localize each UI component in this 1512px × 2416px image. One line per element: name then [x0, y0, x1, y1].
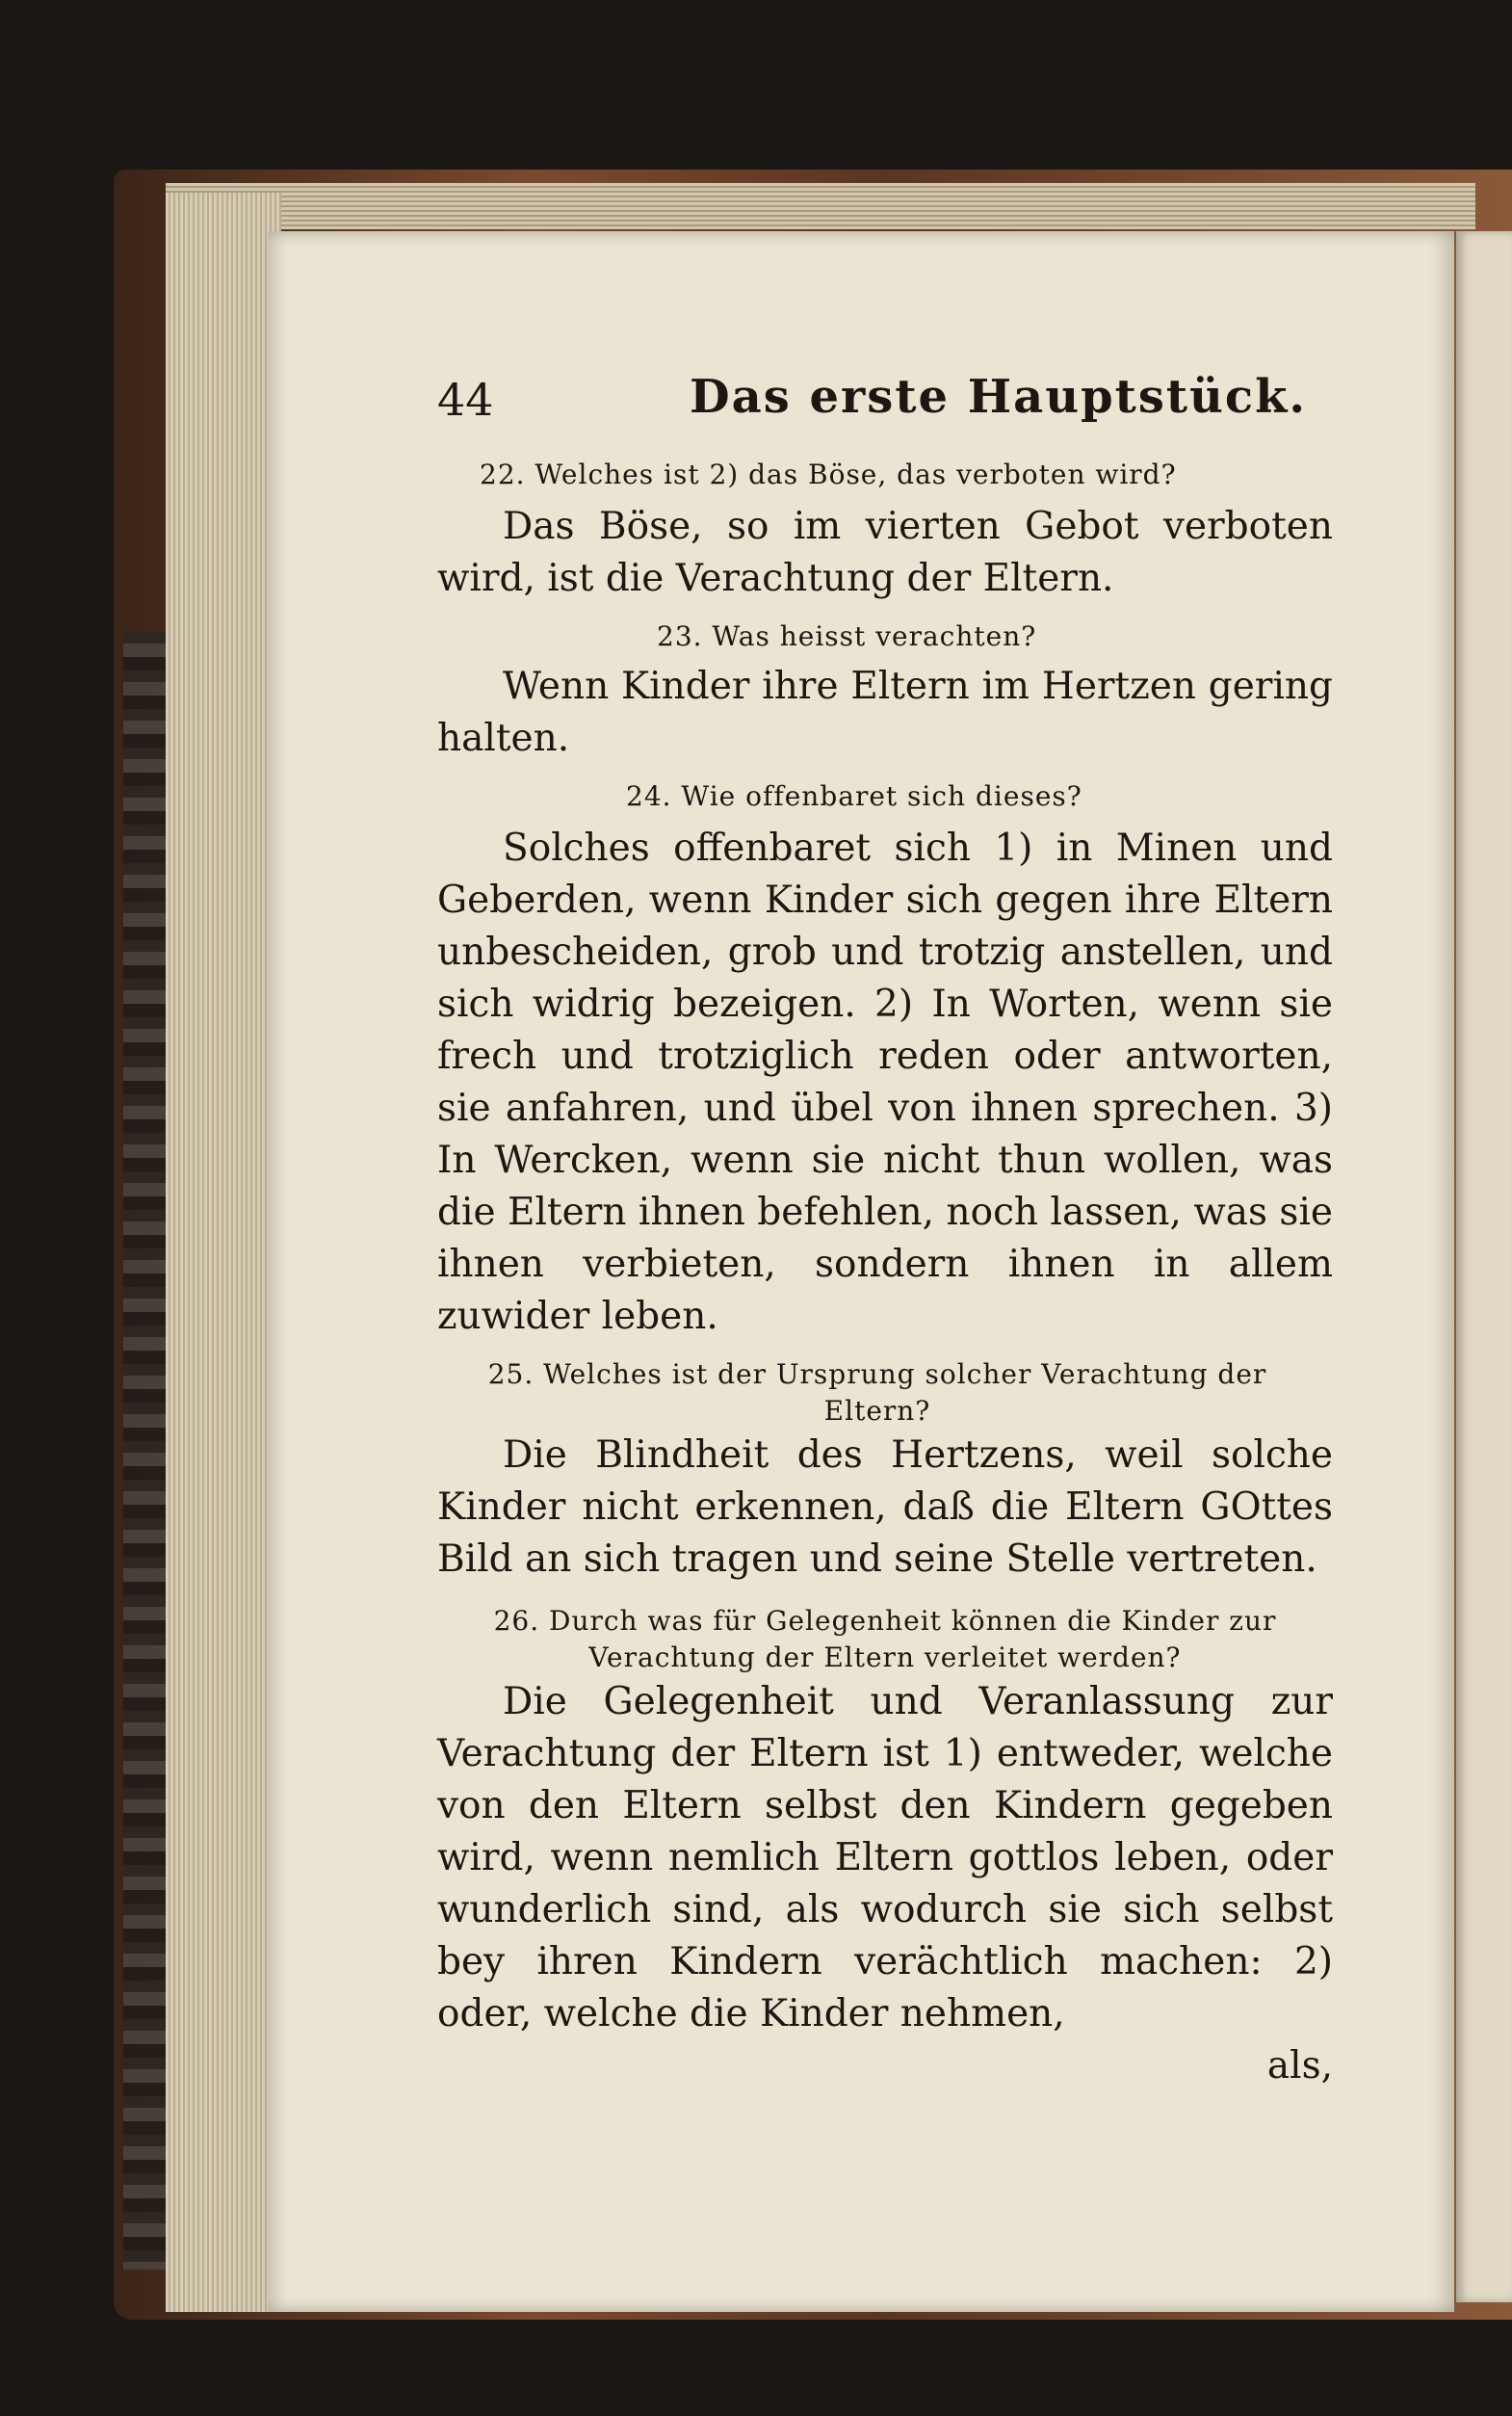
- question-25: 25. Welches ist der Ursprung solcher Verachtung der Eltern?: [487, 1358, 1267, 1427]
- question-23: 23. Was heisst verachten?: [657, 620, 1037, 652]
- answer-26: Die Gelegenheit und Veranlassung zur Verachtung der Eltern ist 1) entweder, welche von den Eltern selbst den Kindern gegeben wird, wenn nemlich Eltern gottlos leben, oder wunderlich sind, als wodurch sie sich selbst bey ihren Kindern verächtlich machen: 2) oder, welche die Kinder nehmen,: [437, 1680, 1333, 2035]
- page-block-side-edges: [166, 193, 281, 2312]
- page-header: [437, 364, 1333, 437]
- catchword: als,: [1266, 2044, 1333, 2088]
- running-title: Das erste Hauptstück.: [690, 370, 1308, 424]
- answer-24: Solches offenbaret sich 1) in Minen und Geberden, wenn Kinder sich gegen ihre Eltern unbescheiden, grob und trotzig anstellen, und sich widrig bezeigen. 2) In Worten, wenn sie frech und trotziglich reden oder antworten, sie anfahren, und übel von ihnen sprechen. 3) In Wercken, wenn sie nicht thun wollen, was die Eltern ihnen befehlen, noch lassen, was sie ihnen verbieten, sondern ihnen in allem zuwider leben.: [437, 827, 1333, 1338]
- answer-23: Wenn Kinder ihre Eltern im Hertzen gering halten.: [437, 665, 1333, 760]
- page-text-block: [437, 364, 1333, 2092]
- question-26: 26. Durch was für Gelegenheit können die Kinder zur Verachtung der Eltern verleitet werden?: [493, 1605, 1277, 1673]
- answer-22: Das Böse, so im vierten Gebot verboten wird, ist die Verachtung der Eltern.: [437, 505, 1333, 600]
- question-24: 24. Wie offenbaret sich dieses?: [626, 780, 1082, 812]
- page-number: 44: [437, 374, 494, 426]
- page-block-top-edges: [166, 183, 1475, 229]
- answer-25: Die Blindheit des Hertzens, weil solche Kinder nicht erkennen, daß die Eltern GOttes Bild an sich tragen und seine Stelle vertreten.: [437, 1433, 1333, 1581]
- facing-page-edge: [1456, 231, 1512, 2302]
- book-page: [268, 231, 1454, 2312]
- question-22: 22. Welches ist 2) das Böse, das verboten wird?: [480, 459, 1177, 490]
